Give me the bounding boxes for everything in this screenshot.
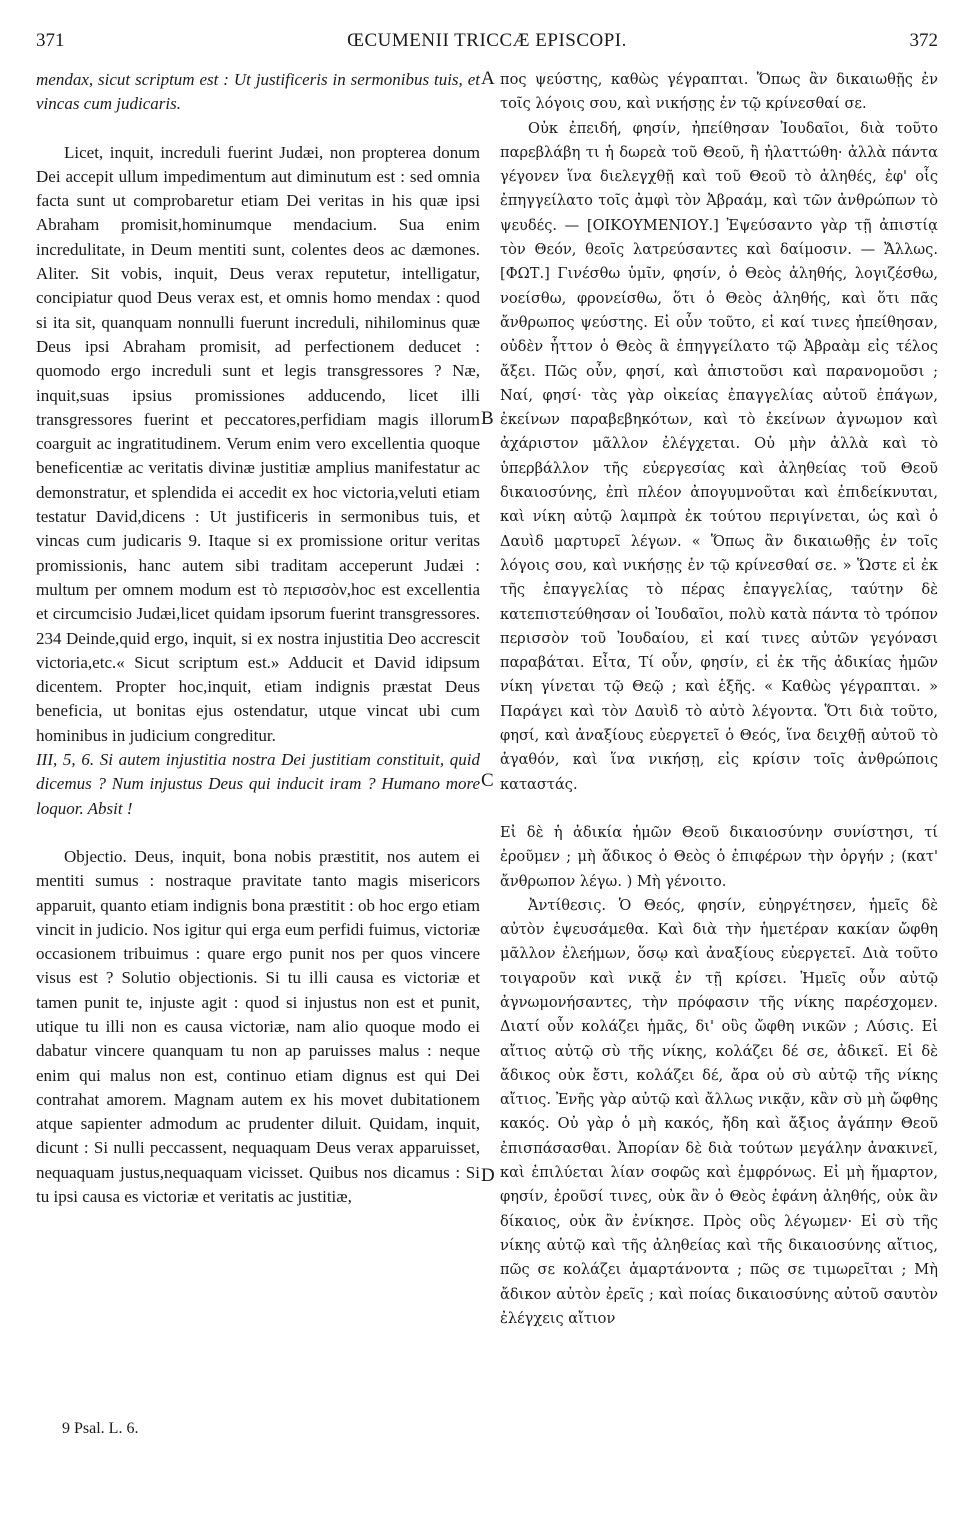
greek-paragraph: Ἀντίθεσις. Ὁ Θεός, φησίν, εὐηργέτησεν, ἡμεῖς δὲ αὐτὸν ἐψευσάμεθα. Καὶ διὰ τὴν ἡμετέραν κακίαν ὤφθη μᾶλλον ἐλεήμων, ὅσῳ καὶ ἀναξίους εὐεργετεῖ. Διὰ τοῦτο τοιγαροῦν καὶ νικᾷ ἐν τῇ κρίσει. Ἡμεῖς οὖν αὐτῷ ἀγνωμονήσαντες, τὴν πρόφασιν τῆς νίκης παρέσχομεν. Διατί οὖν κολάζει ἡμᾶς, δι' οὓς ὤφθη νικῶν ; Λύσις. Εἰ αἴτιος αὐτῷ σὺ τῆς νίκης, κολάζει δέ σε, ἀδικεῖ. Εἰ δὲ ἄδικος οὐκ ἔστι, κολάζει δέ, ἄρα οὐ σὺ αὐτῷ τῆς νίκης αἴτιος. Ἐνῆς γὰρ αὐτῷ καὶ ἄλλως νικᾷν, κἂν σὺ μὴ ὤφθης κακός. Οὐ γὰρ ὁ μὴ κακός, ἤδη καὶ ἄξιος ἀγάπην Θεοῦ ἐπισπάσασθαι. Ἀπορίαν δὲ διὰ τούτων μεγάλην ἀνακινεῖ, καὶ ἐπιλύεται λίαν σοφῶς καὶ ἐμφρόνως. Εἰ μὴ ἥμαρτον, φησίν, ἐροῦσί τινες, οὐκ ἂν ὁ Θεὸς ἐφάνη ἀληθής, οὐκ ἂν δίκαιος, οὐκ ἂν ἐνίκησε. Πρὸς οὓς λέγωμεν· Εἰ σὺ τῆς νίκης αὐτῷ καὶ τῆς ἀληθείας καὶ τῆς δικαιοσύνης αἴτιος, πῶς σε κολάζει ἁμαρτάνοντα ; πῶς σε τιμωρεῖται ; Μὴ ἄδικον αὐτὸν ἐρεῖς ; καὶ ποίας δικαιοσύνης αὐτοῦ σαυτὸν ἐλέγχεις αἴτιον	[500, 896, 938, 1327]
greek-paragraph: πος ψεύστης, καθὼς γέγραπται. Ὅπως ἂν δικαιωθῇς ἐν τοῖς λόγοις σου, καὶ νικήσῃς ἐν τῷ κρίνεσθαί σε.	[500, 71, 938, 113]
footnote: 9 Psal. L. 6.	[62, 1420, 139, 1437]
greek-paragraph: Οὐκ ἐπειδή, φησίν, ἠπείθησαν Ἰουδαῖοι, διὰ τοῦτο παρεβλάβη τι ἡ δωρεὰ τοῦ Θεοῦ, ἢ ἠλαττώθη· ἀλλὰ πάντα γέγονεν ἵνα διελεγχθῇ καὶ τοῦ Θεοῦ τὸ ἀληθές, ἐφ' οἷς ἐπηγγείλατο τοῖς ἀμφὶ τὸν Ἀβραάμ, καὶ τῶν ἀνθρώπων τὸ ψευδές. — [ΟΙΚΟΥΜΕΝΙΟΥ.] Ἐψεύσαντο γὰρ τῇ ἀπιστίᾳ τὸν Θεόν, θεοῖς λατρεύσαντες καὶ δαίμοσιν. — Ἄλλως. [ΦΩΤ.] Γινέσθω ὑμῖν, φησίν, ὁ Θεὸς ἀληθής, λογιζέσθω, νοείσθω, φρονείσθω, ὅτι ὁ Θεὸς ἀληθής, καὶ ὅτι πᾶς ἄνθρωπος ψεύστης. Εἰ οὖν τοῦτο, εἰ καί τινες ἠπείθησαν, οὐδὲν ἧττον ὁ Θεὸς ἃ ἐπηγγείλατο τῷ Ἀβραὰμ εἰς τέλος ἄξει. Πῶς οὖν, φησί, καὶ ἀπιστοῦσι καὶ παρανομοῦσι ; Ναί, φησί· τὰς γὰρ οἰκείας ἐπαγγελίας αὐτοῦ ἐπάγων, ἐκείνων παραβεβηκότων, καὶ τὸ ἐκείνων ἀγνωμον καὶ ἀχάριστον μᾶλλον ἐλέγχεται. Οὐ μὴν ἀλλὰ καὶ τὸ ὑπερβάλλον τῆς εὐεργεσίας καὶ ἀληθείας τοῦ Θεοῦ δικαιοσύνης, ἐπὶ πλέον ἀπογυμνοῦται καὶ ἐπιδείκνυται, καὶ νίκη αὐτῷ λαμπρὰ ἐκ τούτου περιγίνεται, ὡς καὶ ὁ Δαυὶδ μαρτυρεῖ λέγων. « Ὅπως ἂν δικαιωθῇς ἐν τοῖς λόγοις σου, καὶ νικήσῃς ἐν τῷ κρίνεσθαί σε. » Ὥστε εἰ ἐκ τῆς ἐπαγγελίας τὸ πέρας ἐπαγγελίας, ταύτην δὲ κατεπιστεύθησαν οἱ Ἰουδαῖοι, πολὺ κατὰ πάντα τὸ τρόπον περισσὸν τοῦ Ἰουδαίου, εἰ καί τινες αὐτῶν γεγόνασι παραβάται. Εἶτα, Τί οὖν, φησίν, εἰ ἐκ τῆς ἀδικίας ἡμῶν νίκη γίνεται τῷ Θεῷ ; καὶ ἑξῆς. « Καθὼς γέγραπται. » Παράγει καὶ τὸν Δαυὶδ τὸ αὐτὸ λέγοντα. Ὅτι διὰ τοῦτο, φησί, καὶ ἀναξίους εὐεργετεῖ ὁ Θεός, ἵνα δειχθῇ αὐτοῦ τὸ ἀγαθόν, καὶ ἵνα νικήσῃ, εἰς κρίσιν τοῖς ἀνθρώποις καταστάς.	[500, 119, 938, 793]
margin-marker-b: B	[481, 408, 494, 429]
greek-column	[500, 68, 938, 1331]
latin-paragraph: mendax, sicut scriptum est : Ut justificeris in sermonibus tuis, et vincas cum judicaris.	[36, 70, 480, 114]
page-number-right: 372	[909, 30, 938, 51]
margin-marker-c: C	[481, 770, 494, 791]
greek-verse: Εἰ δὲ ἡ ἀδικία ἡμῶν Θεοῦ δικαιοσύνην συνίστησι, τί ἐροῦμεν ; μὴ ἄδικος ὁ Θεὸς ὁ ἐπιφέρων τὴν ὀργήν ; (κατ' ἄνθρωπον λέγω. ) Μὴ γένοιτο.	[500, 823, 938, 890]
latin-verse: III, 5, 6. Si autem injustitia nostra Dei justitiam constituit, quid dicemus ? Num injustus Deus qui inducit iram ? Humano more loquor. Absit !	[36, 750, 480, 818]
page-number-left: 371	[36, 30, 65, 51]
latin-paragraph: Objectio. Deus, inquit, bona nobis præstitit, nos autem ei mentiti sumus : nostraque pravitate tanto magis misericors apparuit, quanto etiam indignis bona præstitit : ob hoc ergo etiam vincit in judicio. Nos igitur qui erga eum perfidi fuimus, victoriæ occasionem tribuimus : quare ergo punit nos per quos vincere visus est ? Solutio objectionis. Si tu illi causa es victoriæ et tamen punit te, injuste agit : quod si injustus non est et punit, utique tu illi non es causa victoriæ, nam alio quoque modo ei dabatur vincere quanquam tu non ap paruisses malus : neque enim qui malus non est, continuo etiam dignus est qui Dei contrahat amorem. Magnam autem ex his movet dubitationem atque sapienter admodum ac prudenter diluit. Quidam, inquit, dicunt : Si nulli peccassent, nequaquam Deus verax apparuisset, nequaquam justus,nequaquam vicisset. Quibus nos dicamus : Si tu ipsi causa es victoriæ et veritatis ac justitiæ,	[36, 846, 480, 1207]
running-title: ŒCUMENII TRICCÆ EPISCOPI.	[347, 30, 627, 51]
margin-marker-a: A	[481, 68, 495, 89]
latin-paragraph: Licet, inquit, increduli fuerint Judæi, non propterea donum Dei accepit ullum impedimentum aut diminutum est : sed omnia facta sunt ut comprobaretur etiam Dei veritas in his quæ ipsi Abraham promisit,hominumque mendacium. Sua enim incredulitate, in Deum mentiti sunt, colentes deos ac dæmones. Aliter. Sit vobis, inquit, Deus verax reputetur, intelligatur, concipiatur quod Deus verax est, et omnis homo mendax : quod si ita sit, quanquam nonnulli fuerunt increduli, nihilominus quæ Deus ipsi Abraham promisit, ad perfectionem deducet : quomodo ergo increduli sunt et legis transgressores ? Næ, inquit,suas ipsius promissiones adducendo, licet illi transgressores fuerint et peccatores,perfidiam magis illorum coarguit ac ingratitudinem. Verum enim vero excellentia quoque beneficentiæ ac veritatis divinæ justitiæ amplius manifestatur ac demonstratur, et splendida ei accedit ex hoc victoria,veluti etiam testatur David,dicens : Ut justificeris in sermonibus tuis, et vincas cum judicaris 9. Itaque si ex promissione oritur veritas promissionis, hanc autem sibi traditam acceperunt Judæi : multum per omnem modum est τὸ περισσὸν,hoc est excellentia et circumcisio Judæi,licet quidam ipsorum fuerint transgressores. 234 Deinde,quid ergo, inquit, si ex nostra injustitia Deo accrescit victoria,etc.« Sicut scriptum est.» Adducit et David idipsum dicentem. Propter hoc,inquit, etiam indignis præstat Deus beneficia, ut bonitas ejus ostendatur, utque vincat ubi cum hominibus in judicium congreditur.	[36, 142, 480, 745]
margin-marker-d: D	[481, 1165, 495, 1186]
latin-column	[36, 68, 480, 1209]
running-header	[36, 30, 938, 60]
